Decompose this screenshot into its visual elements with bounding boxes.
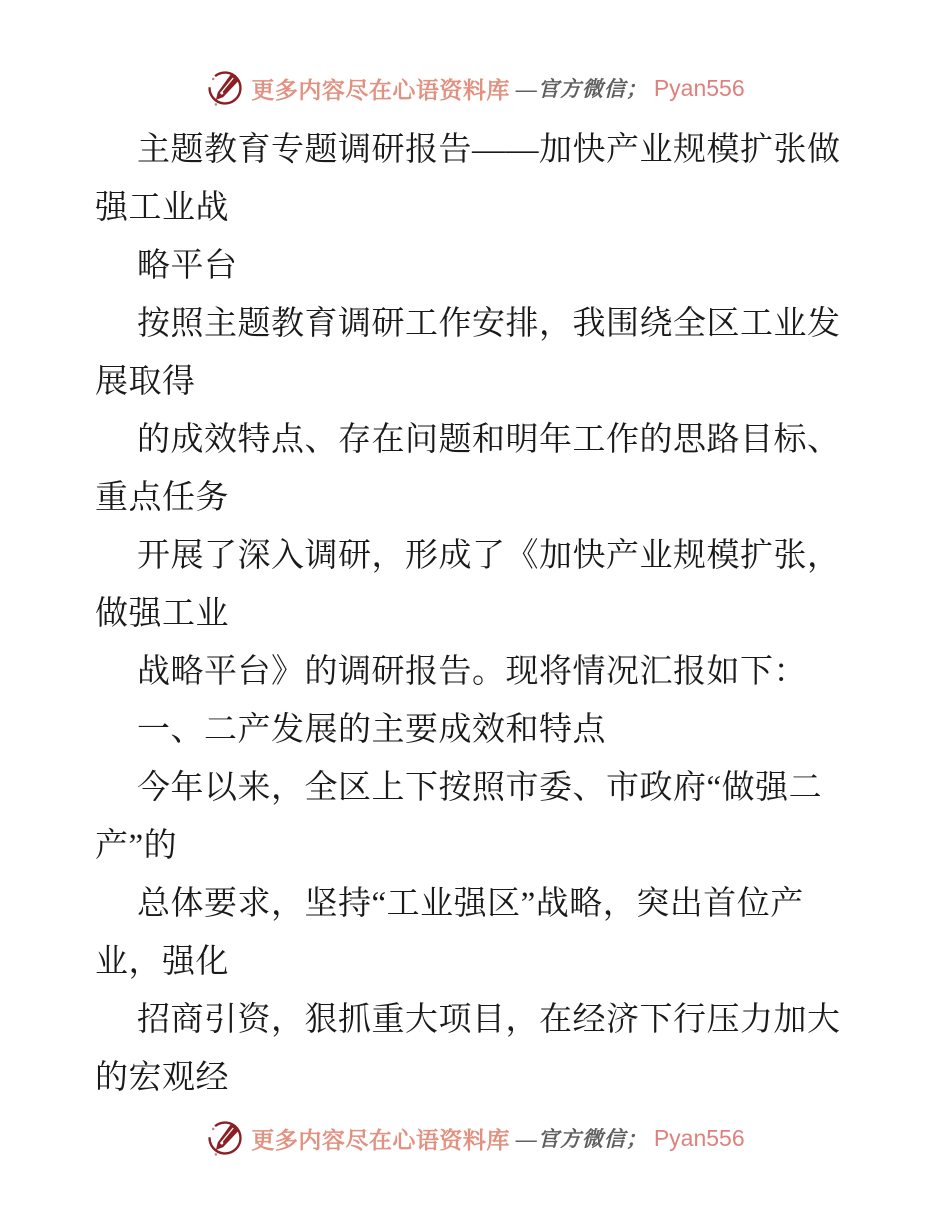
document-line: 战略平台》的调研报告。现将情况汇报如下： xyxy=(137,654,807,690)
document-line: 今年以来，全区上下按照市委、市政府“做强二 xyxy=(137,770,823,806)
document-line: 略平台 xyxy=(137,248,238,284)
document-line-section-heading: 一、二产发展的主要成效和特点 xyxy=(137,712,606,748)
pen-nib-circle-logo-icon xyxy=(205,66,245,110)
document-line: 业，强化 xyxy=(95,944,229,980)
pen-nib-circle-logo-icon xyxy=(205,1116,245,1160)
document-line: 的宏观经 xyxy=(95,1060,229,1096)
document-body xyxy=(95,121,890,1107)
document-line: 产”的 xyxy=(95,828,178,864)
watermark-wechat-label: —官方微信； xyxy=(515,77,648,101)
document-line: 招商引资，狠抓重大项目，在经济下行压力加大 xyxy=(137,1002,841,1038)
watermark-wechat-id: Pyan556 xyxy=(653,1124,745,1151)
watermark-brand-text: 更多内容尽在心语资料库 xyxy=(251,77,510,103)
document-line: 按照主题教育调研工作安排，我围绕全区工业发 xyxy=(137,306,841,342)
document-line: 展取得 xyxy=(95,364,196,400)
document-line-title: 主题教育专题调研报告——加快产业规模扩张做 xyxy=(137,132,841,168)
document-line: 总体要求，坚持“工业强区”战略，突出首位产 xyxy=(137,886,804,922)
document-line: 做强工业 xyxy=(95,596,229,632)
watermark-wechat-label: —官方微信； xyxy=(515,1127,648,1151)
document-line: 强工业战 xyxy=(95,190,229,226)
watermark-footer xyxy=(0,1116,950,1160)
watermark-header xyxy=(0,66,950,110)
document-line: 的成效特点、存在问题和明年工作的思路目标、 xyxy=(137,422,841,458)
watermark-brand-text: 更多内容尽在心语资料库 xyxy=(251,1127,510,1153)
document-line: 重点任务 xyxy=(95,480,229,516)
watermark-wechat-id: Pyan556 xyxy=(653,74,745,101)
document-line: 开展了深入调研，形成了《加快产业规模扩张， xyxy=(137,538,841,574)
